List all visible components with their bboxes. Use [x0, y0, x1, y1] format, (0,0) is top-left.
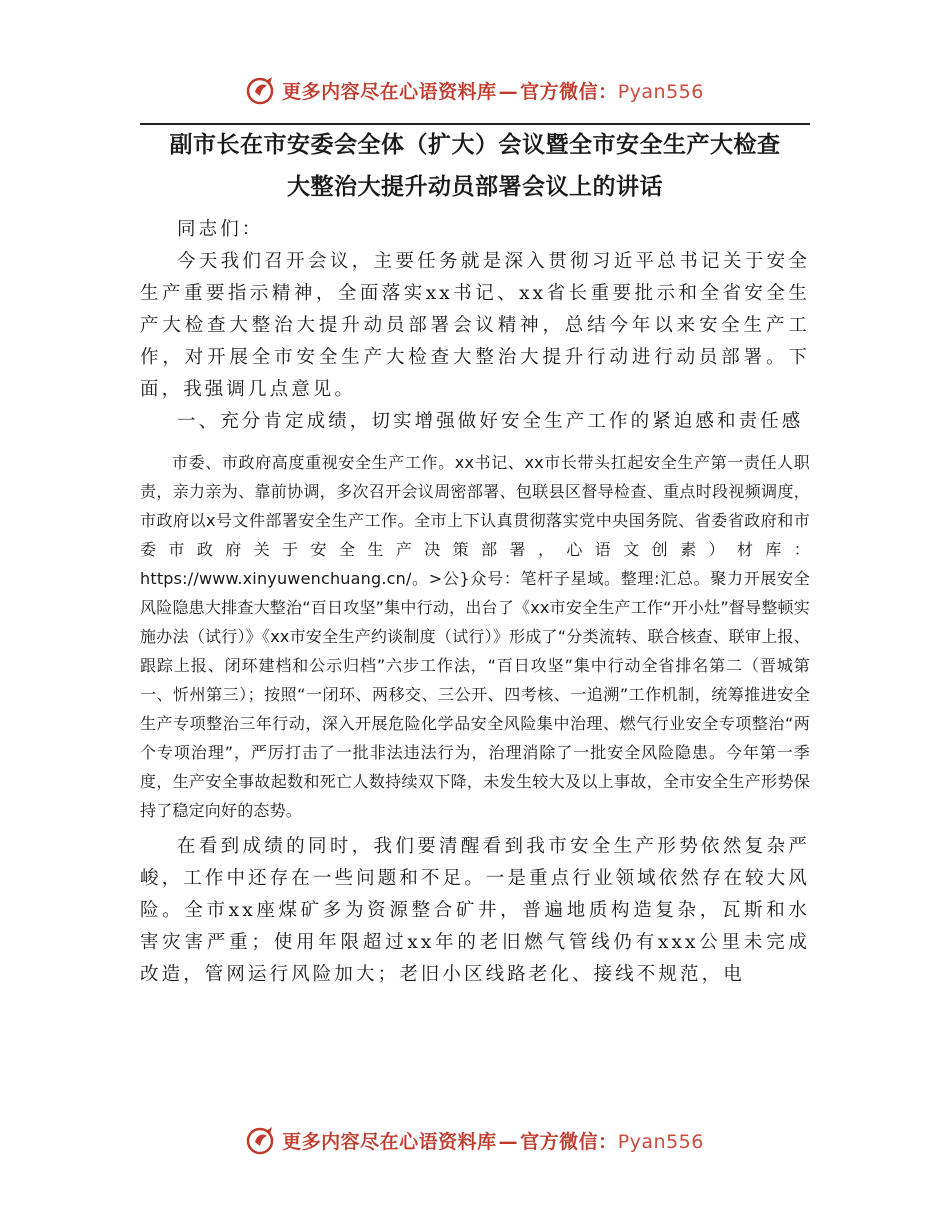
- document-title: [140, 124, 810, 208]
- section-1-paragraph-2: 在看到成绩的同时，我们要清醒看到我市安全生产形势依然复杂严峻，工作中还存在一些问题和不足。一是重点行业领域依然存在较大风险。全市xx座煤矿多为资源整合矿井，普遍地质构造复杂，瓦斯和水害灾害严重；使用年限超过xx年的老旧燃气管线仍有xxx公里未完成改造，管网运行风险加大；老旧小区线路老化、接线不规范，电: [140, 836, 810, 985]
- brand-logo-icon: [246, 75, 276, 105]
- watermark-text: 更多内容尽在心语资料库 — 官方微信：Pyan556: [282, 80, 704, 103]
- watermark-text: 更多内容尽在心语资料库 — 官方微信：Pyan556: [282, 1130, 704, 1153]
- brand-logo-icon: [246, 1125, 276, 1155]
- watermark-banner-top: [0, 70, 950, 110]
- document-body: [140, 124, 810, 991]
- intro-paragraph: 今天我们召开会议，主要任务就是深入贯彻习近平总书记关于安全生产重要指示精神，全面落实xx书记、xx省长重要批示和全省安全生产大检查大整治大提升动员部署会议精神，总结今年以来安全生产工作，对开展全市安全生产大检查大整治大提升行动进行动员部署。下面，我强调几点意见。: [140, 251, 810, 400]
- greeting: 同志们：: [177, 219, 264, 240]
- section-1-heading: 一、充分肯定成绩，切实增强做好安全生产工作的紧迫感和责任感: [177, 411, 804, 432]
- section-1-paragraph-1: 市委、市政府高度重视安全生产工作。xx书记、xx市长带头扛起安全生产第一责任人职责，亲力亲为、靠前协调，多次召开会议周密部署、包联县区督导检查、重点时段视频调度，市政府以x号文件部署安全生产工作。全市上下认真贯彻落实党中央国务院、省委省政府和市委市政府关于安全生产决策部署，心语文创素）材库：https://www.xinyuwenchuang.cn/。>公}众号：笔杆子星域。整理:汇总。聚力开展安全风险隐患大排查大整治“百日攻坚”集中行动，出台了《xx市安全生产工作“开小灶”督导整顿实施办法（试行）》《xx市安全生产约谈制度（试行）》形成了“分类流转、联合核查、联审上报、跟踪上报、闭环建档和公示归档”六步工作法，“百日攻坚”集中行动全省排名第二（晋城第一、忻州第三）；按照“一闭环、两移交、三公开、四考核、一追溯”工作机制，统筹推进安全生产专项整治三年行动，深入开展危险化学品安全风险集中治理、燃气行业安全专项整治“两个专项治理”，严厉打击了一批非法违法行为，治理消除了一批安全风险隐患。今年第一季度，生产安全事故起数和死亡人数持续双下降，未发生较大及以上事故，全市安全生产形势保持了稳定向好的态势。: [140, 453, 810, 820]
- watermark-banner-bottom: [0, 1120, 950, 1160]
- title-line-2: 大整治大提升动员部署会议上的讲话: [287, 174, 663, 200]
- title-line-1: 副市长在市安委会全体（扩大）会议暨全市安全生产大检查: [169, 132, 781, 158]
